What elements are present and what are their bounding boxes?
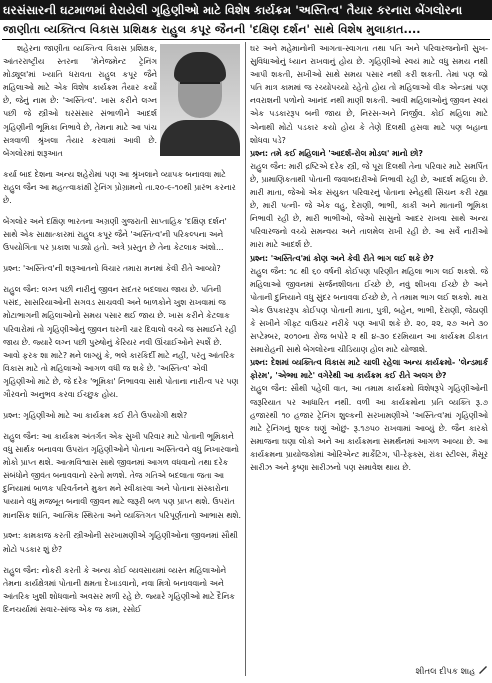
question-paragraph: પ્રશ્ન: ગૃહિણીઓ માટે આ કાર્યક્રમ કઈ રીતે ઉપયોગી થશે? bbox=[3, 410, 188, 420]
left-intro bbox=[3, 42, 157, 160]
answer-paragraph: રાહુલ જૈન: મારી દ્રષ્ટિએ દરેક સ્ત્રી, જે પૂરા દિલથી તેના પરિવાર માટે સમર્પિત છે, પ્રામાણિકતાથી પોતાની જવાબદારીઓ નિભાવી રહી છે, આદર્શ મહિલા છે. મારી માતા, જેઓ એક સંયુક્ત પરિવારનું પોતાના સ્નેહથી સિંચન કરી રહ્યા છે, મારી પત્ની- જે એક વહુ, દેરાણી, ભાભી, કાકી અને માતાની ભૂમિકા નિભાવી રહી છે, મારી ભાભીઓ, જેઓ સાસુનો આદર રાખવા સાથે અન્ય પરિવારજનો વચ્ચે સમન્વય અને તાલમેલ રાખી રહી છે. આ સર્વે નારીઓ મારા માટે આદર્શ છે. bbox=[250, 161, 488, 250]
answer-paragraph: ઘર અને મહેમાનોની આગતા-સ્વાગતા તથા પતિ અને પરિવારજનોની સુખ-સુવિધાઓનું ધ્યાન રાખવાનું હોય છે. ગૃહિણીઓ સ્વયં માટે વધુ સમય નથી આપી શકતી, સખીઓ સાથે સમય પસાર નથી કરી શકતી. તેમાં પણ જો પતિ માત્ર કામમાં જ રચ્યોપચ્યો રહેતો હોય તો મહિલાઓ વીક એન્ડમાં પણ નવરાશની પળોનો આનંદ નથી માણી શકતી. આવી મહિલાઓનું જીવન સ્વયં એક પડકારરૂપ બની જાય છે, નિરસ-અને નિર્જીવ. કોઈ મહિલા માટે એનાથી મોટો પડકાર કયો હોય કે તેણે દિલથી હસવા માટે પણ બહાના શોધવા પડે? bbox=[250, 44, 488, 145]
question-paragraph: પ્રશ્ન: દેશમાં વ્યક્તિત્વ વિકાસ માટે ચાલી રહેલા અન્ય કાર્યક્રમો- 'લેન્ડમાર્ક ફોરમ', 'એભ્મા માટે' વગેરેથી આ કાર્યક્રમ કઈ રીતે અલગ છે? bbox=[250, 358, 488, 381]
question-paragraph: પ્રશ્ન: તમે કઈ મહિલાને 'આદર્શ-રોલ મોડલ' માનો છો? bbox=[250, 148, 423, 158]
answer-paragraph: રાહુલ જૈન: સૌથી પહેલી વાત, આ તમામ કાર્યક્રમો વિશેષરૂપે ગૃહિણીઓની જરૂરિયાત પર આધારિત નથી. વળી આ કાર્યક્રમોના પ્રતિ વ્યક્તિ રૂ.૭ હજારથી ૧૦ હજાર ટ્રેનિંગ શુલ્કની સરખામણીએ 'અસ્તિત્વ'માં ગૃહિણીઓ માટે ટ્રેનિંગનું શુલ્ક ઘણું ઓછું- રૂ.૧૭૫૦ રાખવામાં આવ્યું છે. જૈન કારકો સમાજના ઘણા લોકો અને આ કાર્યક્રમના સમર્થનમાં આગળ આવ્યા છે. આ કાર્યક્રમના પ્રાયોજકોમાં ઓરિએન્ટ માર્કેટિંગ, પી-રેફ્ક્સ, રાંકા સ્ટીલ્સ, મૈસૂર સારીઝ અને કૃષ્ણા સારીઝનો પણ સમાવેશ થાય છે. bbox=[250, 384, 488, 472]
byline bbox=[380, 664, 488, 677]
answer-paragraph: રાહુલ જૈન: નોકરી કરતી કે અન્ય કોઈ વ્યવસાયમાં વ્યસ્ત મહિલાઓને તેમના કાર્યક્ષેત્રમાં પોતાની ક્ષમતા દેખાડવાનો, નવા મિત્રો બનાવવાનો અને આંતરિક ખુશી શોધવાનો અવસર મળી રહે છે. જ્યારે ગૃહિણીઓ માટે દૈનિક દિનચર્યામાં સવાર-સાંજ એક જ કામ, રસોઈ bbox=[3, 565, 235, 614]
intro-paragraph: શહેરના જાણીતા વ્યક્તિત્વ વિકાસ પ્રશિક્ષક, આંતરરાષ્ટ્રીય સ્તરના 'મેનેજમેન્ટ ટ્રેનિંગ મોડ્યૂલ'માં ખ્યાતિ ધરાવતા રાહુલ કપૂર જૈને મહિલાઓ માટે એક વિશેષ કાર્યક્રમ તૈયાર કર્યો છે, જેનું નામ છે: 'અસ્તિત્વ'. ખાસ કરીને લગ્ન પછી જે સ્ત્રીઓ ઘરસંસાર સંભાળીને આદર્શ ગૃહિણીની ભૂમિકા નિભાવે છે, તેમના માટે આ પાંચ સત્રવાળી શ્રૃંખલા તૈયાર કરવામાં આવી છે. બેંગલોરમાં શરૂઆત bbox=[3, 44, 157, 158]
subheadline-text: જાણીતા વ્યક્તિત્વ વિકાસ પ્રશિક્ષક રાહુલ કપૂર જૈનની 'દક્ષિણ દર્શન' સાથે વિશેષ મુલાકાત.... bbox=[3, 23, 421, 36]
byline-text: શીતલ દીપક શાહ bbox=[415, 667, 476, 677]
subheadline bbox=[0, 21, 492, 39]
headline-banner bbox=[0, 0, 492, 20]
question-paragraph: પ્રશ્ન: 'અસ્તિત્વ'માં કોણ અને કેવી રીતે ભાગ લઈ શકે છે? bbox=[250, 253, 434, 263]
headline-text: ઘરસંસારની ઘટમાળમાં ઘેરાયેલી ગૃહિણીઓ માટે વિશેષ કાર્યક્રમ 'અસ્તિત્વ' તૈયાર કરનારા બેંગલોરના bbox=[3, 3, 463, 17]
left-column bbox=[3, 160, 241, 624]
answer-paragraph: રાહુલ જૈન: ૧૮ થી ૬૦ વર્ષની કોઈપણ પરિણીત મહિલા ભાગ લઈ શકશે. જે મહિલાઓ જીવનમાં સર્જનશીલતા ઈચ્છે છે, નવું શીખવા ઈચ્છે છે અને પોતાની દુનિયાને વધુ સુંદર બનાવવા ઈચ્છે છે, તે તમામ ભાગ લઈ શકશે. મારા એક ઉપકારરૂપ કોઈપણ પોતાની માતા, પુત્રી, બહેન, ભાભી, દેરાણી, જેઠાણી કે સખીને ગીફ્ટ વાઉચર નરીકે પણ આપી શકે છે. ૨૦, ૨૨, ૨૭ અને ૩૦ સપ્ટેમ્બર, ૨૦૧૦ના રોજ બપોરે ૨ થી ૪-૩૦ દરમિયાન આ કાર્યક્રમ ઠીકાત સમારોહની સાથે બેંગલોરના ચીડિયાણ હોલ માટે યોજાશે. bbox=[250, 266, 488, 355]
answer-paragraph: કર્યા બાદ દેશના અન્ય શહેરોમાં પણ આ શ્રૃંખલાને વ્યાપક બનાવવા માટે રાહુલ જૈન આ મહત્ત્વાકાંક્ષી ટ્રેનિંગ પ્રોગ્રામનો તા.૨૦-૯-૧૦થી પ્રારંભ કરનાર છે. bbox=[3, 169, 236, 206]
question-paragraph: પ્રશ્ન: કામકાજ કરતી સ્ત્રીઓની સરખામણીએ ગૃહિણીઓના જીવનમાં સૌથી મોટો પડકાર શું છે? bbox=[3, 531, 238, 554]
header-rule bbox=[2, 39, 490, 40]
right-column bbox=[250, 42, 488, 474]
column-divider bbox=[245, 42, 246, 676]
answer-paragraph: રાહુલ જૈન: લગ્ન પછી નારીનું જીવન સદંતર બદલાય જાય છે. પતિની પસંદ, સાસરિયાઓની સગવડ સાચવવી અને બાળકોને ખુશ રાખવામાં જ મોટાભાગની મહિલાઓનો સમય પસાર થઈ જાય છે. ખાસ કરીને કેટલાક પરિવારોમાં તો ગૃહિણીઓનું જીવન ઘરની ચાર દિવાલો વચ્ચે જ સમાઈને રહી જાય છે. જ્યારે લગ્ન પછી પુરુષોનું કેરિયર નવી ઊંચાઈઓને સ્પર્શે છે. આવો ફરક શા માટે? મને લાગ્યું કે, ભલે કારકિર્દી માટે નહીં, પરંતુ આંતરિક વિકાસ માટે તો મહિલાઓ આગળ વધી જ શકે છે. 'અસ્તિત્વ' એવી ગૃહિણીઓ માટે છે, જે દરેક 'ભૂમિકા' નિભાવવા સાથે પોતાના નારીત્વ પર પણ ગૌરવનો અનુભવ કરવા ઈચ્છુક હોય. bbox=[3, 285, 239, 399]
pen-icon bbox=[478, 664, 488, 674]
answer-paragraph: બેંગલોર અને દક્ષિણ ભારતના અગ્રણી ગુજરાતી સાપ્તાહિક 'દક્ષિણ દર્શન' સાથે એક સાક્ષાત્કારમાં રાહુલ કપૂર જૈને 'અસ્તિત્વ'ની પરિકલ્પના અને ઉપયોગિતા પર પ્રકાશ પાડ્યો હતો. અત્રે પ્રસ્તુત છે તેના કેટલાક અંશો... bbox=[3, 217, 227, 253]
question-paragraph: પ્રશ્ન: 'અસ્તિત્વ'ની શરૂઆતનો વિચાર તમારા મનમાં કેવી રીતે આવ્યો? bbox=[3, 264, 221, 274]
author-photo bbox=[160, 44, 240, 156]
answer-paragraph: રાહુલ જૈન: આ કાર્યક્રમ અંતર્ગત એક સુખી પરિવાર માટે પોતાની ભૂમિકાને વધુ સાર્થક બનાવવા ઉપરાંત ગૃહિણીઓને પોતાના અસ્તિત્વને વધુ નિખારવાનો મોકો પ્રાપ્ત થશે. આત્મવિશ્વાસ સાથે જીવનમાં આગળ વધવાનો તથા દરેક સંબંધોને જીવંત બનાવવાનો રસ્તો મળશે. તેજ ગતિએ બદલાતા જતા આ દુનિયામાં બાળક પરિવર્તનને મુક્ત મને સ્વીકારવા અને પોતાના સંસ્કારોના પાયાને વધુ મજબૂત બનાવી જીવન માટે જરૂરી બળ પણ પ્રાપ્ત થશે. ઉપરાંત માનસિક શાંતિ, આત્મિક સ્થિરતા અને વ્યક્તિગત પરિપૂર્ણતાનો આભાસ થશે. bbox=[3, 431, 241, 520]
